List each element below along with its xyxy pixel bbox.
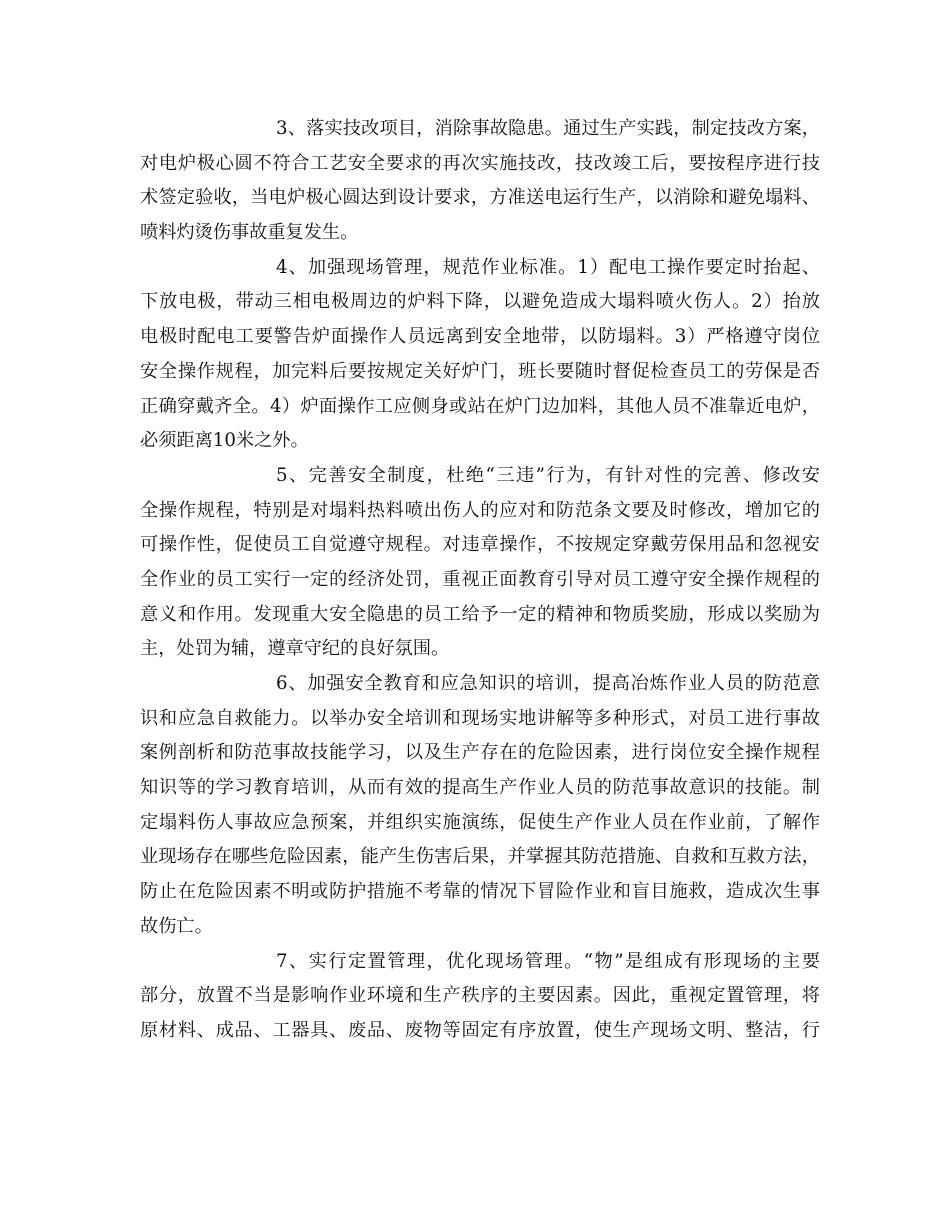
- paragraph-line: 可操作性，促使员工自觉遵守规程。对违章操作，不按规定穿戴劳保用品和忽视安: [140, 534, 820, 556]
- paragraph-line: 4、加强现场管理，规范作业标准。1）配电工操作要定时抬起、: [276, 256, 820, 278]
- paragraph-line: 业现场存在哪些危险因素，能产生伤害后果，并掌握其防范措施、自救和互救方法，: [140, 846, 820, 868]
- paragraph-line: 3、落实技改项目，消除事故隐患。通过生产实践，制定技改方案，: [276, 118, 820, 139]
- paragraph-line: 案例剖析和防范事故技能学习，以及生产存在的危险因素，进行岗位安全操作规程: [140, 742, 820, 764]
- paragraph-line: 下放电极，带动三相电极周边的炉料下降，以避免造成大塌料喷火伤人。2）抬放: [140, 291, 820, 313]
- paragraph-line: 原材料、成品、工器具、废品、废物等固定有序放置，使生产现场文明、整洁，行: [140, 1019, 820, 1041]
- paragraph-line: 故伤亡。: [140, 915, 213, 937]
- paragraph-5: [140, 459, 820, 667]
- paragraph-line: 必须距离10米之外。: [140, 430, 309, 452]
- paragraph-line: 意义和作用。发现重大安全隐患的员工给予一定的精神和物质奖励，形成以奖励为: [140, 603, 820, 625]
- paragraph-line: 防止在危险因素不明或防护措施不考靠的情况下冒险作业和盲目施救，造成次生事: [140, 881, 820, 903]
- paragraph-line: 对电炉极心圆不符合工艺安全要求的再次实施技改，技改竣工后，要按程序进行技: [140, 152, 820, 174]
- paragraph-line: 7、实行定置管理，优化现场管理。“物”是组成有形现场的主要: [276, 950, 820, 972]
- paragraph-line: 术签定验收，当电炉极心圆达到设计要求，方准送电运行生产，以消除和避免塌料、: [140, 187, 820, 209]
- paragraph-line: 6、加强安全教育和应急知识的培训，提高冶炼作业人员的防范意: [276, 673, 820, 694]
- document-body: [140, 112, 820, 1049]
- paragraph-line: 5、完善安全制度，杜绝“三违”行为，有针对性的完善、修改安: [276, 464, 820, 486]
- paragraph-line: 正确穿戴齐全。4）炉面操作工应侧身或站在炉门边加料，其他人员不准靠近电炉，: [140, 395, 820, 417]
- paragraph-6: [140, 667, 820, 945]
- paragraph-line: 定塌料伤人事故应急预案，并组织实施演练，促使生产作业人员在作业前，了解作: [140, 811, 820, 833]
- paragraph-line: 全操作规程，特别是对塌料热料喷出伤人的应对和防范条文要及时修改，增加它的: [140, 499, 820, 521]
- paragraph-line: 知识等的学习教育培训，从而有效的提高生产作业人员的防范事故意识的技能。制: [140, 777, 820, 799]
- paragraph-line: 安全操作规程，加完料后要按规定关好炉门，班长要随时督促检查员工的劳保是否: [140, 360, 820, 382]
- paragraph-4: [140, 251, 820, 459]
- paragraph-line: 部分，放置不当是影响作业环境和生产秩序的主要因素。因此，重视定置管理，将: [140, 985, 820, 1007]
- paragraph-line: 全作业的员工实行一定的经济处罚，重视正面教育引导对员工遵守安全操作规程的: [140, 568, 820, 590]
- paragraph-3: [140, 112, 820, 251]
- paragraph-line: 主，处罚为辅，遵章守纪的良好氛围。: [140, 638, 450, 660]
- paragraph-line: 识和应急自救能力。以举办安全培训和现场实地讲解等多种形式，对员工进行事故: [140, 707, 820, 729]
- paragraph-7: [140, 945, 820, 1049]
- paragraph-line: 电极时配电工要警告炉面操作人员远离到安全地带，以防塌料。3）严格遵守岗位: [140, 326, 820, 348]
- paragraph-line: 喷料灼烫伤事故重复发生。: [140, 222, 359, 244]
